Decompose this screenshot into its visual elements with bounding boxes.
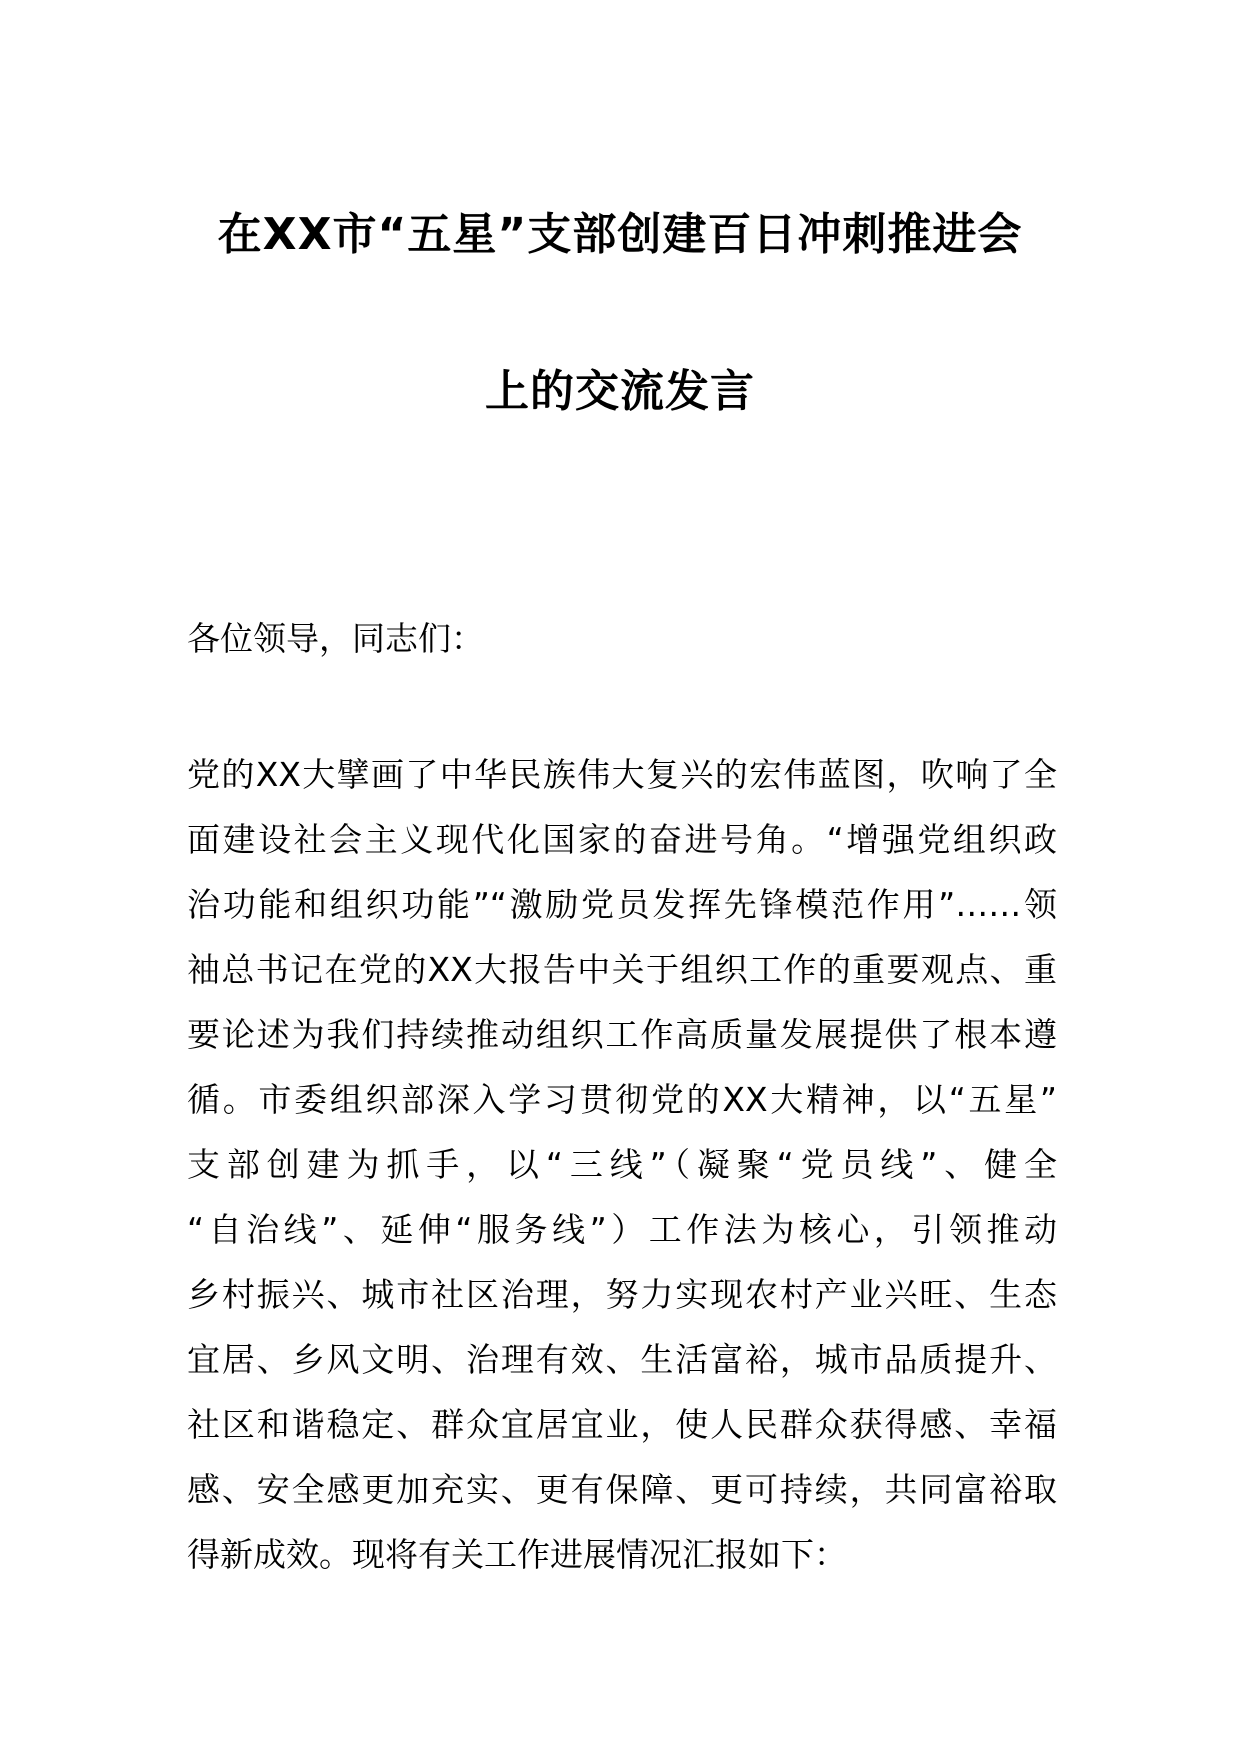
body-line: “自治线”、延伸“服务线”）工作法为核心，引领推动	[187, 1210, 1057, 1249]
body-line: 治功能和组织功能”“激励党员发挥先锋模范作用”……领	[187, 885, 1057, 924]
body-line: 宜居、乡风文明、治理有效、生活富裕，城市品质提升、	[187, 1340, 1057, 1379]
body-paragraph	[187, 742, 1057, 1587]
body-line: 面建设社会主义现代化国家的奋进号角。“增强党组织政	[187, 820, 1057, 859]
body-line: 支部创建为抓手，以“三线”（凝聚“党员线”、健全	[187, 1145, 1057, 1184]
salutation: 各位领导，同志们：	[187, 619, 484, 658]
body-line: 感、安全感更加充实、更有保障、更可持续，共同富裕取	[187, 1470, 1057, 1509]
body-line: 社区和谐稳定、群众宜居宜业，使人民群众获得感、幸福	[187, 1405, 1057, 1444]
body-line: 要论述为我们持续推动组织工作高质量发展提供了根本遵	[187, 1015, 1057, 1054]
document-title-line-2: 上的交流发言	[485, 366, 755, 417]
body-line: 袖总书记在党的XX大报告中关于组织工作的重要观点、重	[187, 950, 1057, 989]
body-line: 乡村振兴、城市社区治理，努力实现农村产业兴旺、生态	[187, 1275, 1057, 1314]
document-title-line-1: 在XX市“五星”支部创建百日冲刺推进会	[217, 209, 1023, 260]
body-line: 党的XX大擘画了中华民族伟大复兴的宏伟蓝图，吹响了全	[187, 755, 1057, 794]
body-line: 循。市委组织部深入学习贯彻党的XX大精神，以“五星”	[187, 1080, 1057, 1119]
body-line: 得新成效。现将有关工作进展情况汇报如下：	[187, 1535, 847, 1574]
